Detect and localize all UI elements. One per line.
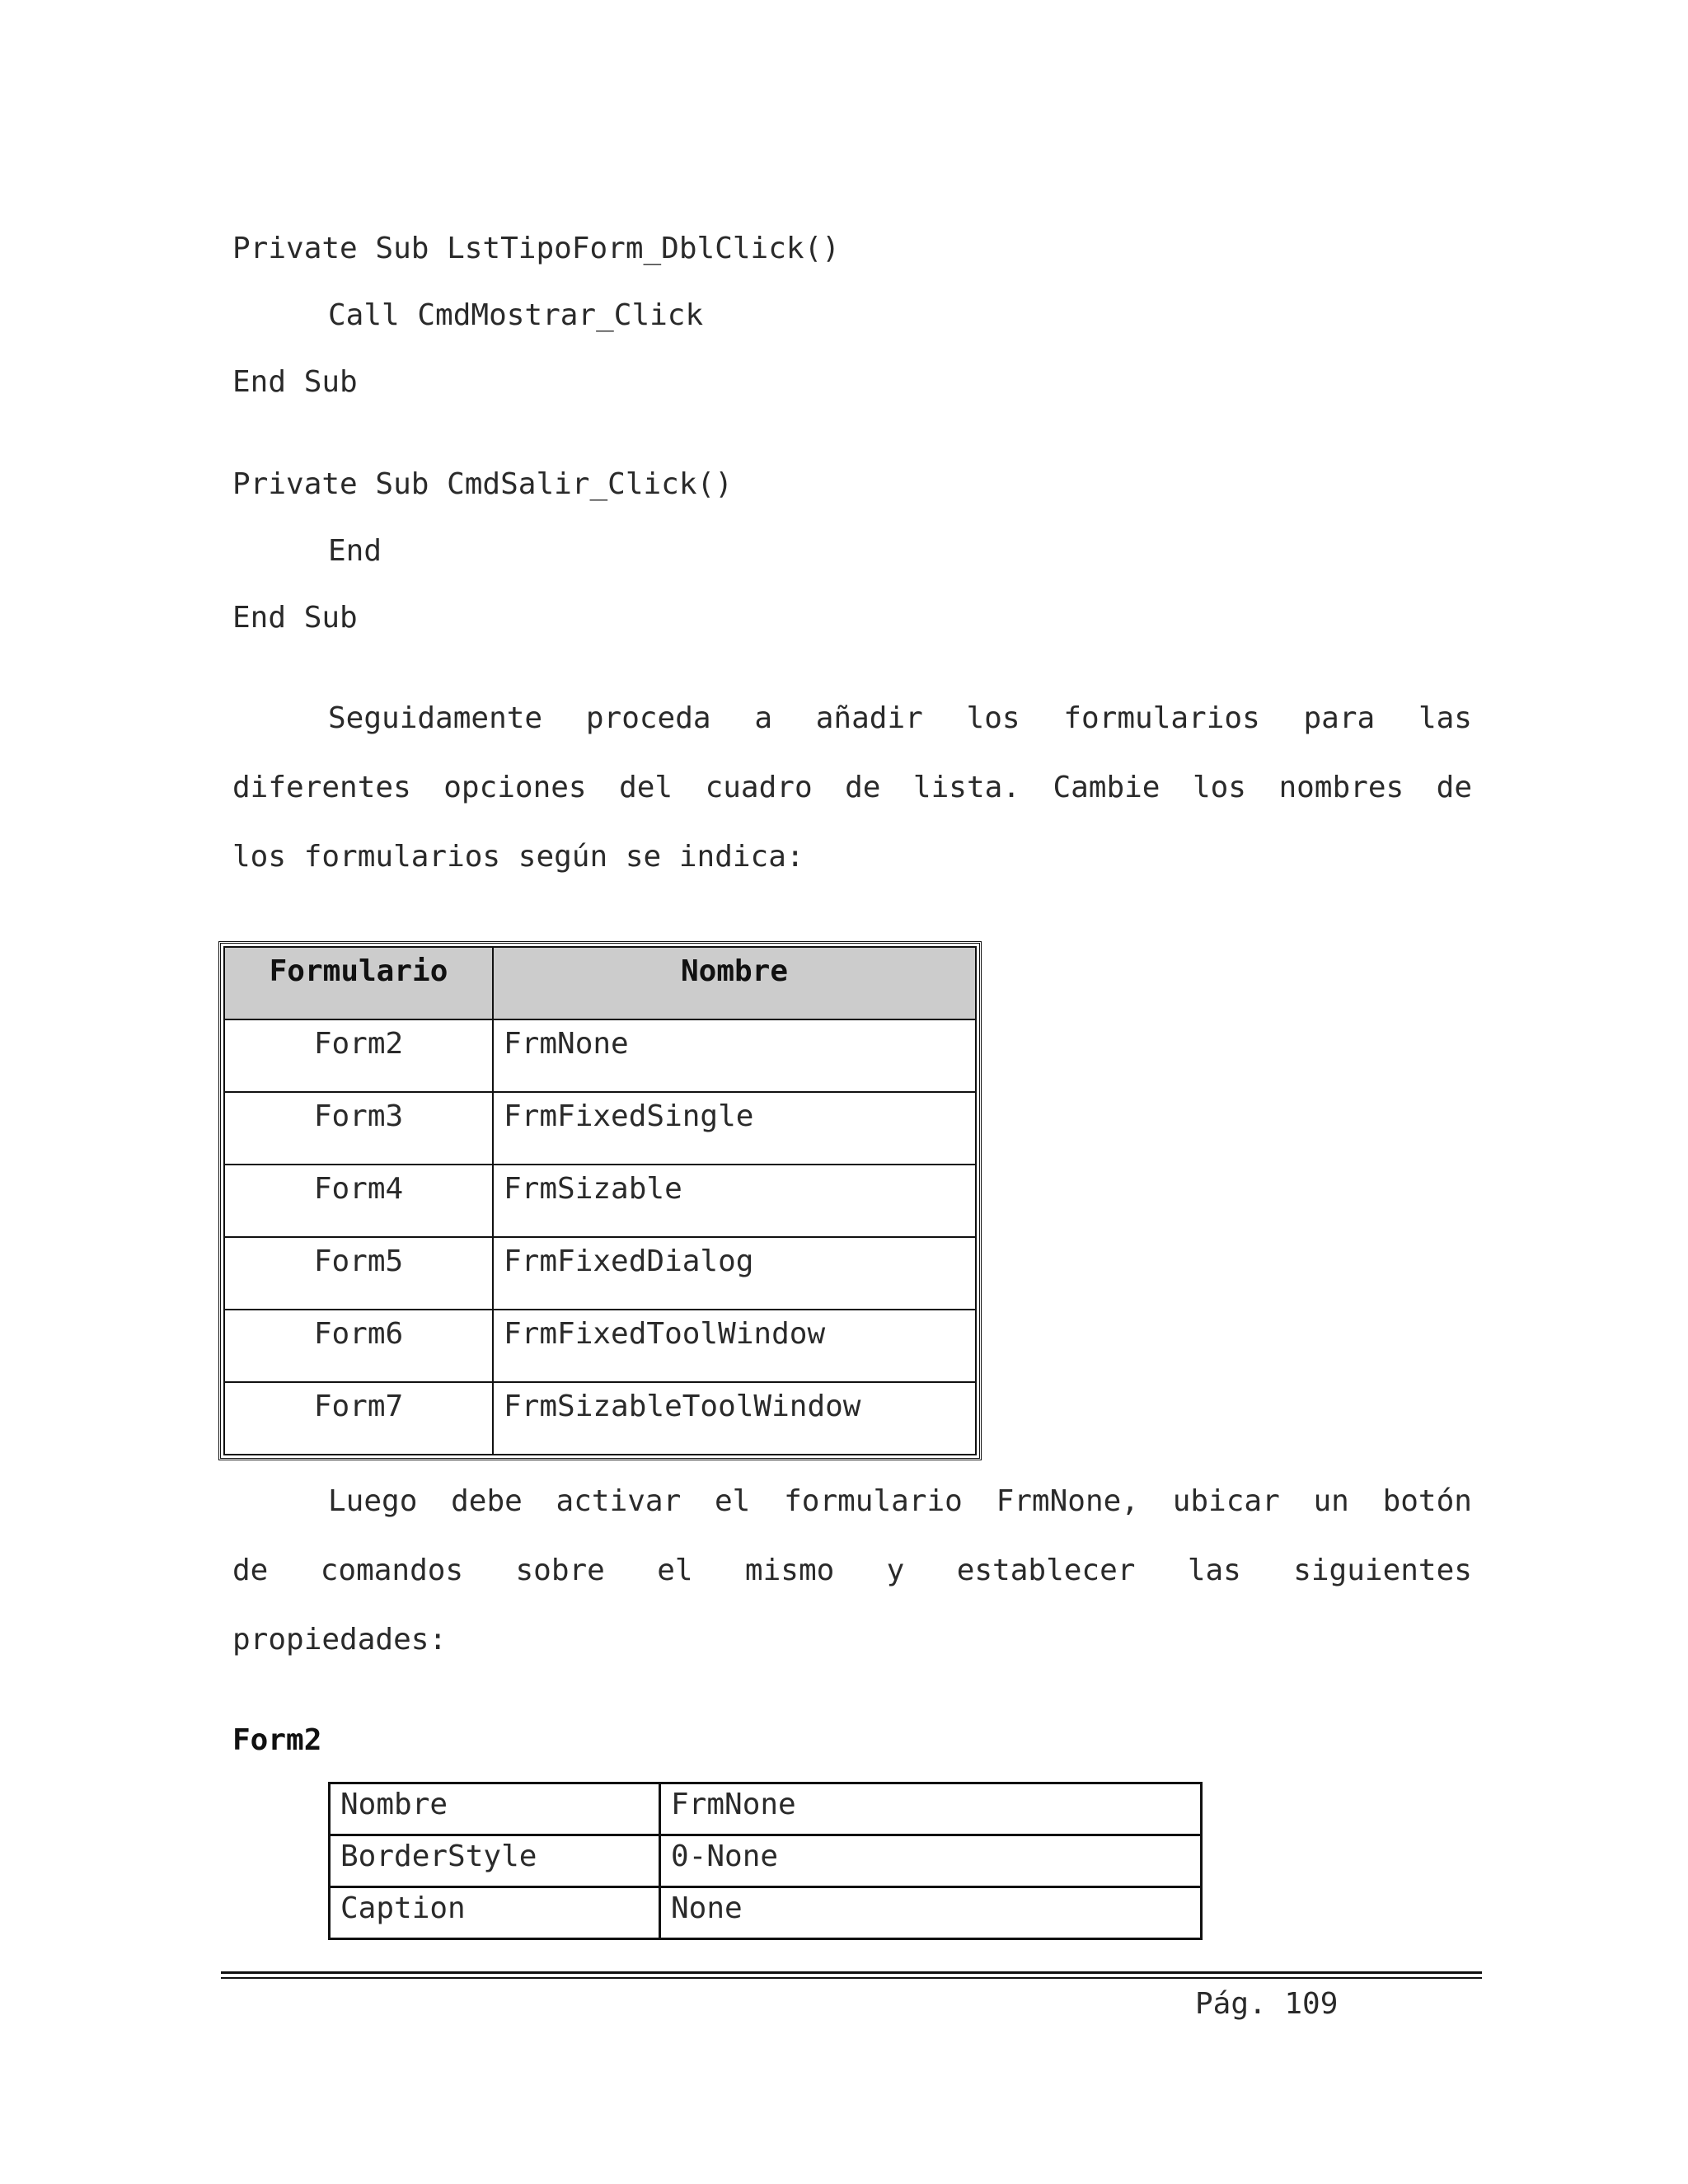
word: las <box>1418 701 1472 735</box>
code-line: Private Sub CmdSalir_Click() <box>232 467 733 501</box>
table-cell: Form7 <box>224 1382 493 1455</box>
table-cell: Form6 <box>224 1310 493 1382</box>
section-title: Form2 <box>232 1723 322 1757</box>
word: botón <box>1382 1484 1472 1518</box>
word: Seguidamente <box>328 701 543 735</box>
word: a <box>754 701 772 735</box>
property-name: BorderStyle <box>330 1835 660 1887</box>
word: los <box>1192 771 1246 804</box>
word: del <box>619 771 673 804</box>
word: siguientes <box>1293 1554 1472 1587</box>
word: Luego <box>328 1484 418 1518</box>
word: FrmNone, <box>996 1484 1139 1518</box>
word: opciones <box>443 771 587 804</box>
column-header-nombre: Nombre <box>493 947 976 1019</box>
table-row <box>330 1835 1202 1887</box>
word: debe <box>451 1484 523 1518</box>
paragraph-line: los formularios según se indica: <box>232 840 804 874</box>
table-cell: FrmSizableToolWindow <box>493 1382 976 1455</box>
word: y <box>886 1554 905 1587</box>
paragraph <box>232 684 1472 892</box>
table-row <box>224 1165 976 1237</box>
word: los <box>966 701 1020 735</box>
paragraph-line <box>232 753 1472 823</box>
table-cell: Form2 <box>224 1019 493 1092</box>
footer-divider <box>221 1977 1482 1979</box>
table-row <box>330 1887 1202 1939</box>
word: formulario <box>784 1484 963 1518</box>
paragraph-line <box>232 1536 1472 1605</box>
code-line: Call CmdMostrar_Click <box>328 298 704 332</box>
property-value: 0-None <box>660 1835 1202 1887</box>
column-header-formulario: Formulario <box>224 947 493 1019</box>
word: Cambie <box>1053 771 1160 804</box>
word: mismo <box>744 1554 835 1587</box>
table-row <box>224 1019 976 1092</box>
word: un <box>1313 1484 1349 1518</box>
word: comandos <box>320 1554 464 1587</box>
table-cell: FrmSizable <box>493 1165 976 1237</box>
word: de <box>232 1554 269 1587</box>
paragraph <box>232 1467 1472 1675</box>
paragraph-line <box>232 1467 1472 1536</box>
word: sobre <box>515 1554 605 1587</box>
property-value: FrmNone <box>660 1783 1202 1835</box>
table-cell: FrmFixedToolWindow <box>493 1310 976 1382</box>
properties-table <box>328 1782 1203 1940</box>
word: para <box>1303 701 1376 735</box>
word: el <box>715 1484 751 1518</box>
table-cell: FrmNone <box>493 1019 976 1092</box>
word: añadir <box>815 701 923 735</box>
word: de <box>1436 771 1472 804</box>
word: diferentes <box>232 771 411 804</box>
word: proceda <box>585 701 711 735</box>
table-cell: FrmFixedSingle <box>493 1092 976 1165</box>
table-row <box>224 1237 976 1310</box>
table-row <box>330 1783 1202 1835</box>
property-name: Caption <box>330 1887 660 1939</box>
table-cell: Form3 <box>224 1092 493 1165</box>
word: establecer <box>956 1554 1136 1587</box>
code-line: End Sub <box>232 365 358 399</box>
property-value: None <box>660 1887 1202 1939</box>
word: cuadro <box>705 771 813 804</box>
paragraph-line: propiedades: <box>232 1623 448 1657</box>
table-cell: Form4 <box>224 1165 493 1237</box>
paragraph-line <box>232 684 1472 753</box>
table-row <box>224 1092 976 1165</box>
property-name: Nombre <box>330 1783 660 1835</box>
word: ubicar <box>1172 1484 1280 1518</box>
word: las <box>1187 1554 1241 1587</box>
word: nombres <box>1278 771 1404 804</box>
word: formularios <box>1063 701 1260 735</box>
table-cell: FrmFixedDialog <box>493 1237 976 1310</box>
table-cell: Form5 <box>224 1237 493 1310</box>
code-line: End <box>328 534 382 568</box>
table-row <box>224 1382 976 1455</box>
code-line: End Sub <box>232 601 358 635</box>
word: lista. <box>912 771 1020 804</box>
page-number: Pág. 109 <box>1195 1987 1339 2021</box>
forms-table <box>218 941 982 1460</box>
code-line: Private Sub LstTipoForm_DblClick() <box>232 232 840 265</box>
footer-divider <box>221 1971 1482 1974</box>
word: activar <box>556 1484 682 1518</box>
word: el <box>657 1554 693 1587</box>
table-row <box>224 1310 976 1382</box>
table-header-row <box>224 947 976 1019</box>
word: de <box>845 771 881 804</box>
